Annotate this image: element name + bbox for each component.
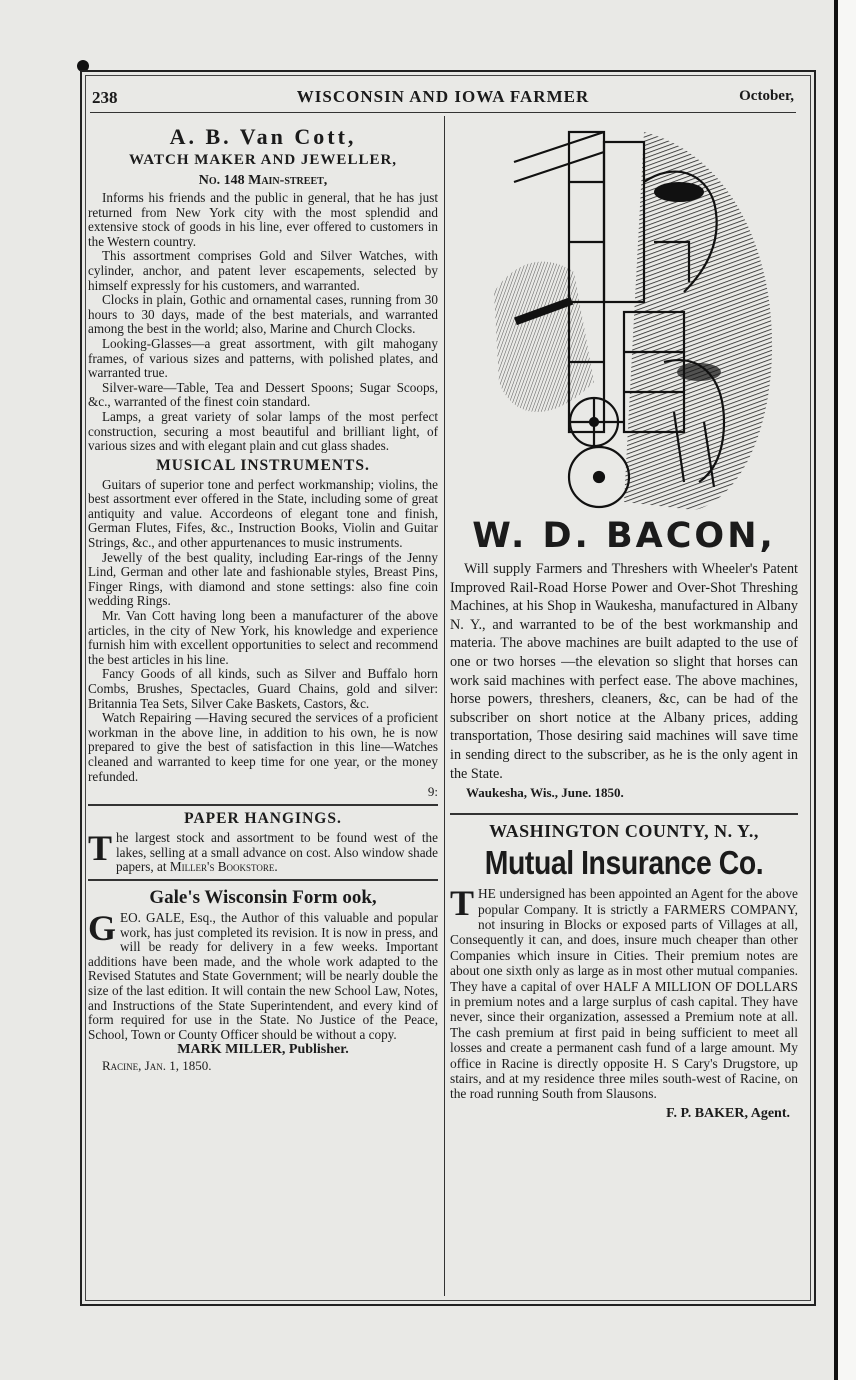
bacon-name: W. D. BACON, xyxy=(472,516,776,556)
gale-heading: Gale's Wisconsin Form ook, xyxy=(149,886,377,908)
page-number: 238 xyxy=(92,88,118,107)
drop-cap: T xyxy=(88,828,113,869)
vancott-trade: WATCH MAKER AND JEWELLER, xyxy=(128,152,398,168)
paper-hangings-ad xyxy=(88,810,438,875)
gale-form-book-ad xyxy=(88,887,438,1074)
vancott-name: A. B. Van Cott, xyxy=(169,124,357,149)
insurance-county: WASHINGTON COUNTY, N. Y., xyxy=(489,821,759,842)
column-divider xyxy=(444,116,445,1296)
divider xyxy=(450,813,798,815)
paragraph: Informs his friends and the public in general, that he has just returned from New York city with the most splendid and extensive stock of goods in his line, ever offered to customers in the Western country. xyxy=(88,190,438,249)
insurance-text: THE undersigned has been appointed an Agent for the above popular Company. It is strictly a FARMERS COMPANY, not insuring in Blocks or exposed parts of Villages at all, Consequently it can, and does, insure much cheaper than other Companies which insure in Cities. Their premium notes are about one sixth only as large as in most other mutual companies. They have a capital of over HALF A MILLION OF DOLLARS in premium notes and a large surplus of cash capital. They have never, since their organization, assessed a Premium note at all. The cash premium at first paid in being sufficient to meet all losses and create a permanent cash fund of a large amount. My office in Racine is directly opposite H. S Cary's Drugstore, up stairs, and at my residence three miles south-west of Racine, on the road running South from Slausons. xyxy=(450,883,798,1102)
divider xyxy=(88,879,438,881)
paragraph: Looking-Glasses—a great assortment, with gilt mahogany frames, of various sizes and patterns, with polished plates, and warranted true. xyxy=(88,335,438,381)
paper-heading: PAPER HANGINGS. xyxy=(184,810,342,828)
running-header xyxy=(90,84,796,113)
drop-cap: G xyxy=(88,907,117,948)
paragraph: Watch Repairing —Having secured the services of a proficient workman in the above line, in addition to his own, he is now prepared to give the best of satisfaction in this line—Watches cleaned and warranted to keep time for one year, or the money refunded. xyxy=(88,710,438,784)
threshing-machine-engraving xyxy=(474,122,774,514)
issue-month: October, xyxy=(739,88,794,104)
paragraph: Mr. Van Cott having long been a manufacturer of the above articles, in the city of New York, his knowledge and experience furnish him with excellent opportunities to select and recommend the best articles in his line. xyxy=(88,608,438,667)
ad-mark: 9: xyxy=(427,784,438,800)
paragraph: Guitars of superior tone and perfect workmanship; violins, the best assortment ever offered in the State, including some of great antiquity and value. Accordeons of elegant tone and finish, German Flutes, Fifes, &c., Instruction Books, Violin and Guitar Strings, &c., and other appurtenances to music instruments. xyxy=(88,476,438,551)
agent-signature: F. P. BAKER, Agent. xyxy=(666,1105,790,1121)
drop-cap: T xyxy=(450,883,475,924)
left-column xyxy=(88,118,438,1074)
insurance-ad xyxy=(450,821,798,1122)
divider xyxy=(88,804,438,806)
paragraph: Clocks in plain, Gothic and ornamental cases, running from 30 hours to 30 days, made of the best materials, and warranted among the best in the world; also, Marine and Church Clocks. xyxy=(88,292,438,337)
paragraph: Fancy Goods of all kinds, such as Silver and Buffalo horn Combs, Brushes, Spectacles, Guard Chains, gold and silver: Britannia Tea Sets, Silver Cake Baskets, Castors, &c. xyxy=(88,666,438,711)
gale-text: GEO. GALE, Esq., the Author of this valuable and popular work, has just completed its revision. It is now in press, and will be ready for delivery in a few weeks. Important additions have been made, and the whole work adapted to the Revised Statutes and State Government; will be nearly double the size of the last edition. It will contain the new School Law, Notes, and Instructions of the State Superintendent, and every kind of form required for use in the State. No Justice of the Peace, School, Town or County Officer should be without a copy. xyxy=(88,907,438,1042)
vancott-address: No. 148 Main-street, xyxy=(198,173,328,188)
paragraph: Silver-ware—Table, Tea and Dessert Spoons; Sugar Scoops, &c., warranted of the finest coin standard. xyxy=(88,379,438,410)
page-edge xyxy=(834,0,856,1380)
paragraph: Lamps, a great variety of solar lamps of the most perfect construction, securing a most beautiful and brilliant light, of various sizes and with elegant plain and cut glass shades. xyxy=(88,408,438,454)
gale-dateline: Racine, Jan. 1, 1850. xyxy=(102,1058,212,1074)
paragraph: Jewelly of the best quality, including Ear-rings of the Jenny Lind, German and other late and fashionable styles, Breast Pins, Finger Rings, with diamond and stone settings: also fine coin wedding Rings. xyxy=(88,549,438,609)
insurance-company: Mutual Insurance Co. xyxy=(484,844,764,882)
bacon-dateline: Waukesha, Wis., June. 1850. xyxy=(466,785,624,801)
paper-text: The largest stock and assortment to be found west of the lakes, selling at a small advance on cost. Also window shade papers, at Miller's Bookstore. xyxy=(88,828,438,875)
journal-title: WISCONSIN AND IOWA FARMER xyxy=(296,87,590,106)
store-name: Miller's Bookstore. xyxy=(169,859,278,875)
music-heading: MUSICAL INSTRUMENTS. xyxy=(156,456,370,474)
publisher-signature: MARK MILLER, Publisher. xyxy=(177,1042,349,1058)
right-column xyxy=(450,118,798,1122)
paragraph: This assortment comprises Gold and Silver Watches, with cylinder, anchor, and patent lever escapements, selected by himself expressly for his customers, and warranted. xyxy=(88,248,438,293)
bacon-text: Will supply Farmers and Threshers with Wheeler's Patent Improved Rail-Road Horse Power and Over-Shot Threshing Machines, at his Shop in Waukesha, manufactured in Albany N. Y., and warranted to be of the best workmanship and materia. The above machines are built adapted to the use of one or two horses —the elevation so slight that horses can work said machines with perfect ease. The above machines, horse powers, threshers, cleaners, &c, can be had of the subscriber on short notice at the Albany prices, adding transportation, Those desiring said machines will save time in sending direct to the subscriber, as he is the only agent in the State. xyxy=(450,561,798,782)
vancott-ad xyxy=(88,124,438,800)
